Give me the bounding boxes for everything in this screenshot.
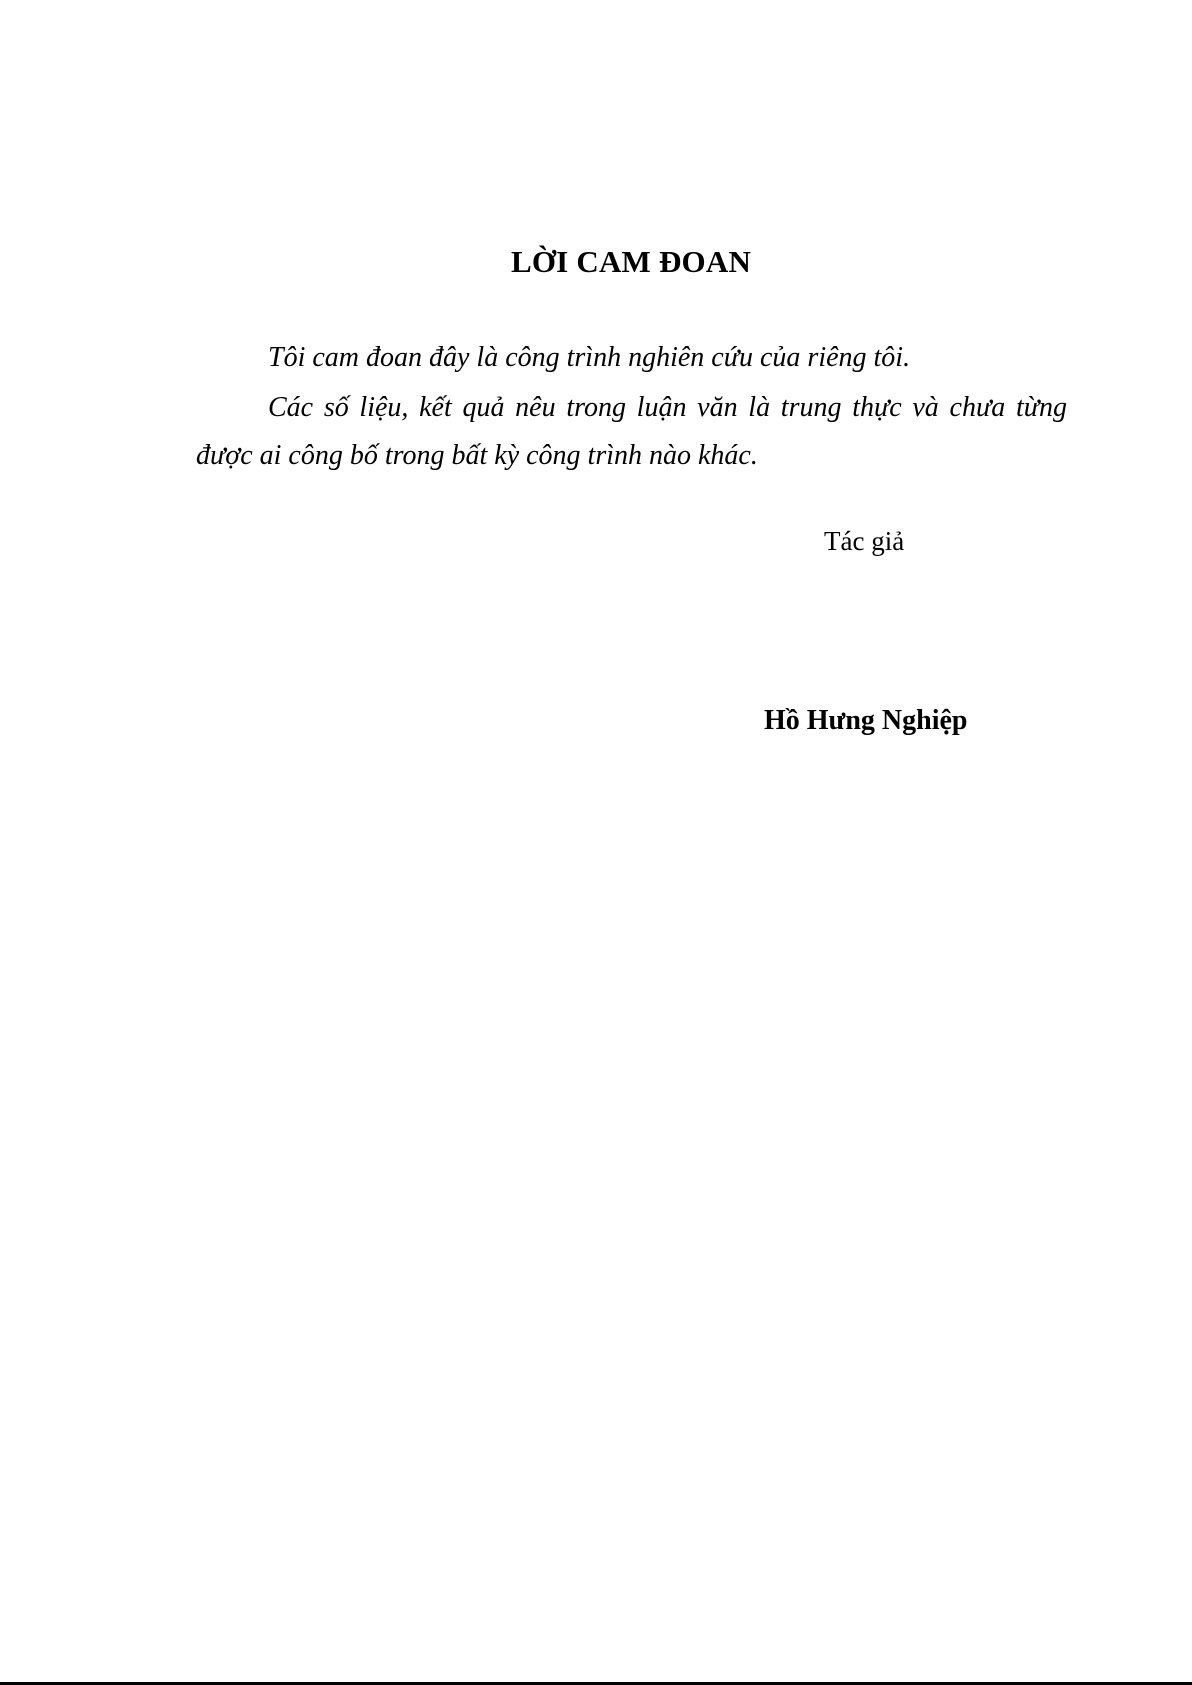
declaration-paragraph-2: Các số liệu, kết quả nêu trong luận văn là trung thực và chưa từng được ai công bố trong bất kỳ công trình nào khác. <box>196 392 1067 471</box>
author-name: Hồ Hưng Nghiệp <box>764 705 968 736</box>
declaration-paragraph-1: Tôi cam đoan đây là công trình nghiên cứu của riêng tôi. <box>268 342 911 373</box>
page-title: LỜI CAM ĐOAN <box>510 244 752 279</box>
author-label: Tác giả <box>824 526 905 556</box>
